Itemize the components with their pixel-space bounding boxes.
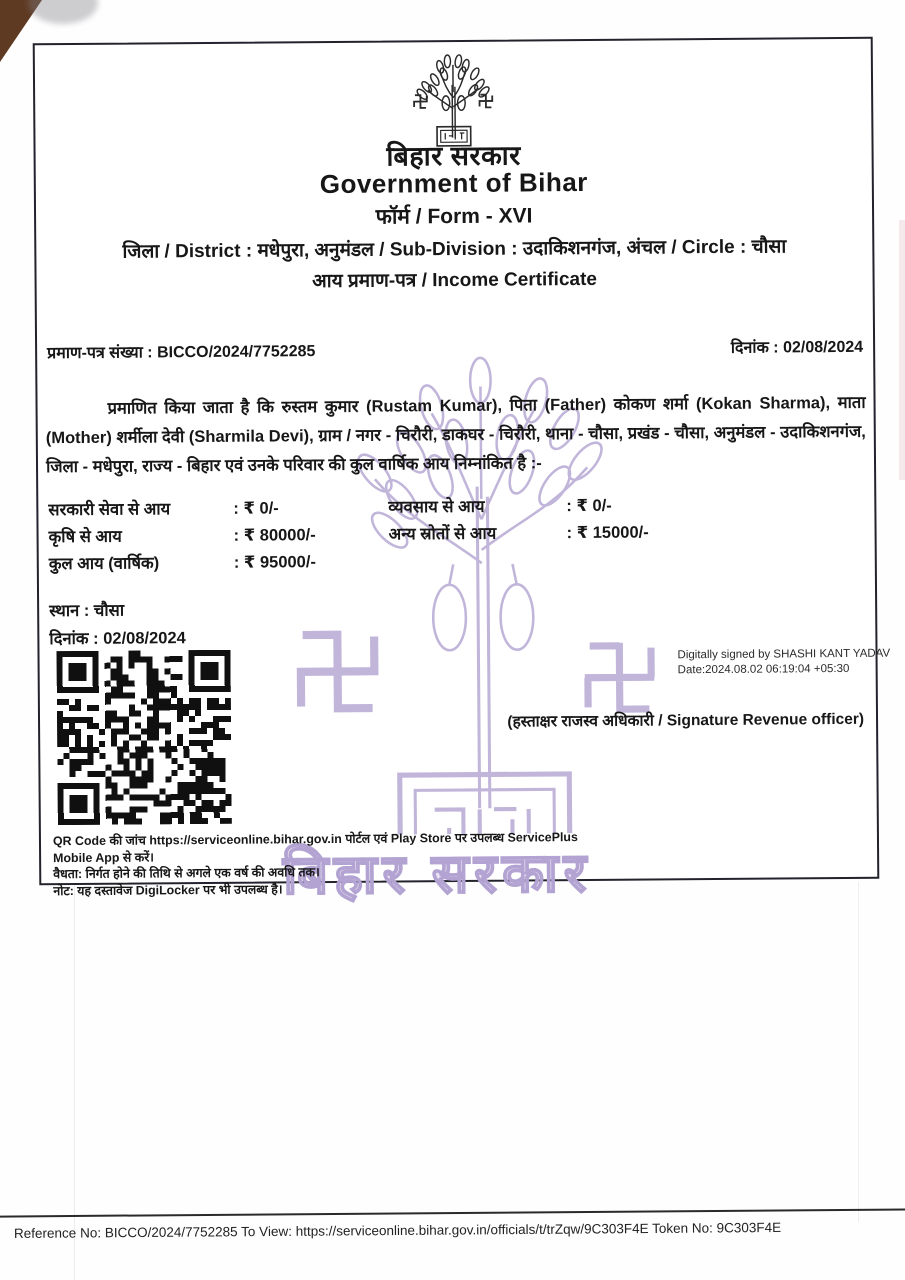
income-row-label: कुल आय (वार्षिक) [48, 554, 160, 574]
digital-signature-block [677, 646, 905, 678]
scan-edge-tint [899, 220, 905, 480]
digilocker-note: नोट: यह दस्तावेज DigiLocker पर भी उपलब्ध है। [53, 881, 283, 898]
paper-crease-right [858, 882, 859, 1222]
watermark-text: बिहार सरकार [283, 842, 593, 906]
income-row-label: सरकारी सेवा से आय [48, 500, 171, 520]
date-line: दिनांक : 02/08/2024 [49, 629, 186, 649]
income-table [48, 491, 861, 577]
government-title-english: Government of Bihar [319, 166, 588, 200]
place-date-block [49, 596, 186, 653]
reference-footer: Reference No: BICCO/2024/7752285 To View: https://serviceonline.bihar.gov.in/officials/t/trZqw/9C303F4E Token No: 9C303F4E [13, 1219, 782, 1241]
place-line: स्थान : चौसा [49, 601, 125, 621]
certificate-title: आय प्रमाण-पत्र / Income Certificate [312, 268, 598, 293]
qr-verification-note: QR Code की जांच https://serviceonline.bihar.gov.in पोर्टल एवं Play Store पर उपलब्ध ServicePlus Mobile App से करें। [52, 830, 578, 865]
income-row-value: : ₹ 15000/- [566, 523, 649, 543]
revenue-officer-signature-label: (हस्ताक्षर राजस्व अधिकारी / Signature Revenue officer) [507, 710, 865, 731]
certification-paragraph: प्रमाणित किया जाता है कि रुस्तम कुमार (Rustam Kumar), पिता (Father) कोकण शर्मा (Kokan Sharma), माता (Mother) शर्मीला देवी (Sharmila Devi), ग्राम / नगर - चिरौरी, डाकघर - चिरौरी, थाना - चौसा, प्रखंड - चौसा, अनुमंडल - उदाकिशनगंज, जिला - मधेपुरा, राज्य - बिहार एवं उनके परिवार की कुल वार्षिक आय निम्नांकित है :- [45, 393, 866, 477]
issue-date: दिनांक : 02/08/2024 [730, 338, 864, 357]
income-row-value: : ₹ 80000/- [233, 526, 316, 545]
government-title-hindi: बिहार सरकार [386, 140, 521, 172]
digital-signature-date: Date:2024.08.02 06:19:04 +05:30 [677, 662, 850, 677]
paper-crease-left [74, 882, 75, 1280]
income-row-label: कृषि से आय [48, 527, 122, 547]
income-row-label: अन्य स्रोतों से आय [388, 524, 497, 544]
income-row-value: : ₹ 0/- [566, 496, 612, 516]
income-row-value: : ₹ 0/- [233, 499, 279, 518]
income-row-label: व्यवसाय से आय [388, 497, 485, 517]
form-number-title: फॉर्म / Form - XVI [375, 204, 533, 229]
income-row-label [389, 547, 567, 574]
income-row-value: : ₹ 95000/- [233, 553, 316, 572]
footer-notes [53, 829, 614, 899]
footer-divider [0, 1208, 905, 1217]
certificate-meta-row [47, 335, 863, 363]
certificate-number: प्रमाण-पत्र संख्या : BICCO/2024/7752285 [47, 343, 316, 363]
income-row-value [567, 545, 861, 573]
validity-note: वैधता: निर्गत होने की तिथि से अगले एक वर्ष की अवधि तक। [53, 865, 320, 882]
digital-signature-signer: Digitally signed by SHASHI KANT YADAV [677, 647, 891, 662]
qr-code [56, 650, 231, 825]
certificate-frame [33, 37, 891, 906]
district-subdivision-circle-line: जिला / District : मधेपुरा, अनुमंडल / Sub-Division : उदाकिशनगंज, अंचल / Circle : चौसा [122, 236, 787, 263]
